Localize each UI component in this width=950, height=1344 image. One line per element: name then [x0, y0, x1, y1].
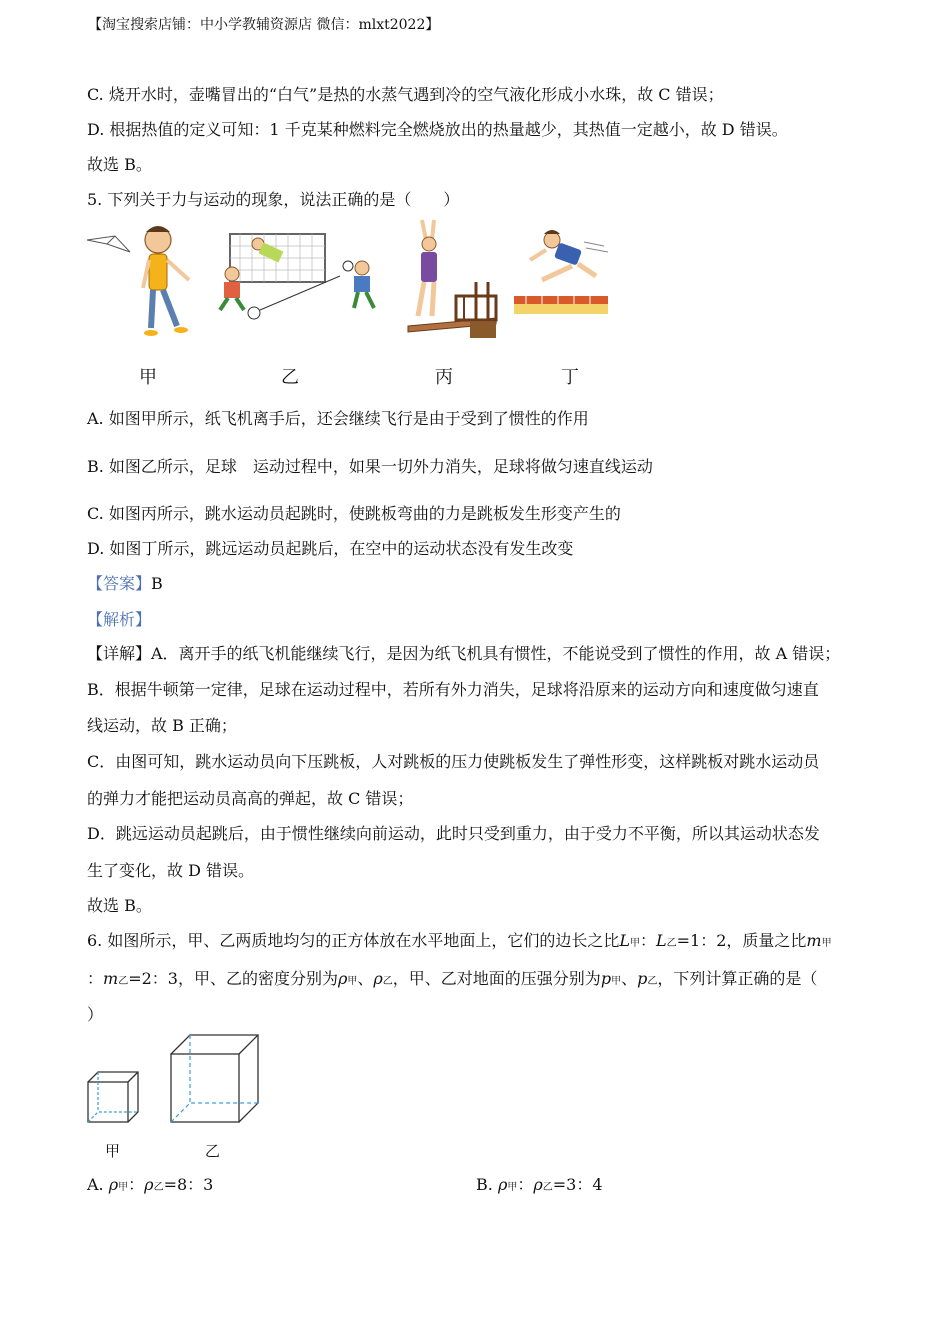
q4-conclusion: 故选 B。: [87, 155, 152, 174]
cube-label-jia: 甲: [105, 1142, 121, 1160]
cube-label-yi: 乙: [205, 1142, 221, 1160]
q5-detail-c-line1: C．由图可知，跳水运动员向下压跳板，人对跳板的压力使跳板发生了弹性形变，这样跳板对跳水运动员: [87, 752, 820, 771]
q5-detail-d-line1: D．跳远运动员起跳后，由于惯性继续向前运动，此时只受到重力，由于受力不平衡，所以其运动状态发: [87, 824, 820, 843]
q5-detail-a: 【详解】A．离开手的纸飞机能继续飞行，是因为纸飞机具有惯性，不能说受到了惯性的作用，故 A 错误；: [87, 644, 841, 663]
figure-label-bing: 丙: [435, 367, 453, 388]
cube-yi-figure: [168, 1032, 262, 1126]
q4-option-d-explanation: D. 根据热值的定义可知：1 千克某种燃料完全燃烧放出的热量越少，其热值一定越小，故 D 错误。: [87, 120, 788, 139]
q6-option-a: A. ρ甲：ρ乙=8：3: [87, 1175, 214, 1194]
q5-option-a: A. 如图甲所示，纸飞机离手后，还会继续飞行是由于受到了惯性的作用: [87, 409, 589, 428]
q5-detail-b-line2: 线运动，故 B 正确；: [87, 716, 237, 735]
q5-answer: [87, 571, 163, 594]
figure-bing-diver: [400, 218, 500, 340]
figure-jia-paper-airplane: [85, 218, 210, 343]
figure-ding-long-jump: [512, 226, 612, 321]
q5-detail-b-line1: B．根据牛顿第一定律，足球在运动过程中，若所有外力消失，足球将沿原来的运动方向和速度做匀速直: [87, 680, 819, 699]
q5-detail-c-line2: 的弹力才能把运动员高高的弹起，故 C 错误；: [87, 789, 414, 808]
figure-label-jia: 甲: [139, 367, 157, 388]
q6-option-b: B. ρ甲：ρ乙=3：4: [476, 1175, 603, 1194]
q5-conclusion: 故选 B。: [87, 896, 152, 915]
q5-stem: 5. 下列关于力与运动的现象，说法正确的是（ ）: [87, 190, 460, 209]
q5-option-d: D. 如图丁所示，跳远运动员起跳后，在空中的运动状态没有发生改变: [87, 539, 574, 558]
answer-tag: 【答案】: [87, 574, 152, 593]
q4-option-c-explanation: C. 烧开水时，壶嘴冒出的“白气”是热的水蒸气遇到冷的空气液化形成小水珠，故 C 错误；: [87, 85, 724, 104]
q5-analysis-tag: 【解析】: [87, 610, 152, 629]
figure-label-ding: 丁: [561, 367, 579, 388]
cube-jia-figure: [85, 1070, 145, 1130]
q6-stem-line2: ：m乙=2：3，甲、乙的密度分别为ρ甲、ρ乙，甲、乙对地面的压强分别为p甲、p乙，下列计算正确的是（: [87, 969, 818, 988]
q5-option-c: C. 如图丙所示，跳水运动员起跳时，使跳板弯曲的力是跳板发生形变产生的: [87, 504, 621, 523]
q5-option-b: B. 如图乙所示，足球 运动过程中，如果一切外力消失，足球将做匀速直线运动: [87, 457, 653, 476]
figure-label-yi: 乙: [281, 367, 299, 388]
q6-stem-line1: 6. 如图所示，甲、乙两质地均匀的正方体放在水平地面上，它们的边长之比L甲：L乙=1：2，质量之比m甲: [87, 931, 832, 950]
figure-yi-football: [210, 228, 385, 328]
watermark-header: 【淘宝搜索店铺：中小学教辅资源店 微信：mlxt2022】: [88, 17, 440, 33]
answer-value: B: [151, 574, 163, 593]
q6-stem-line3: ）: [87, 1005, 104, 1024]
q5-detail-d-line2: 生了变化，故 D 错误。: [87, 861, 255, 880]
